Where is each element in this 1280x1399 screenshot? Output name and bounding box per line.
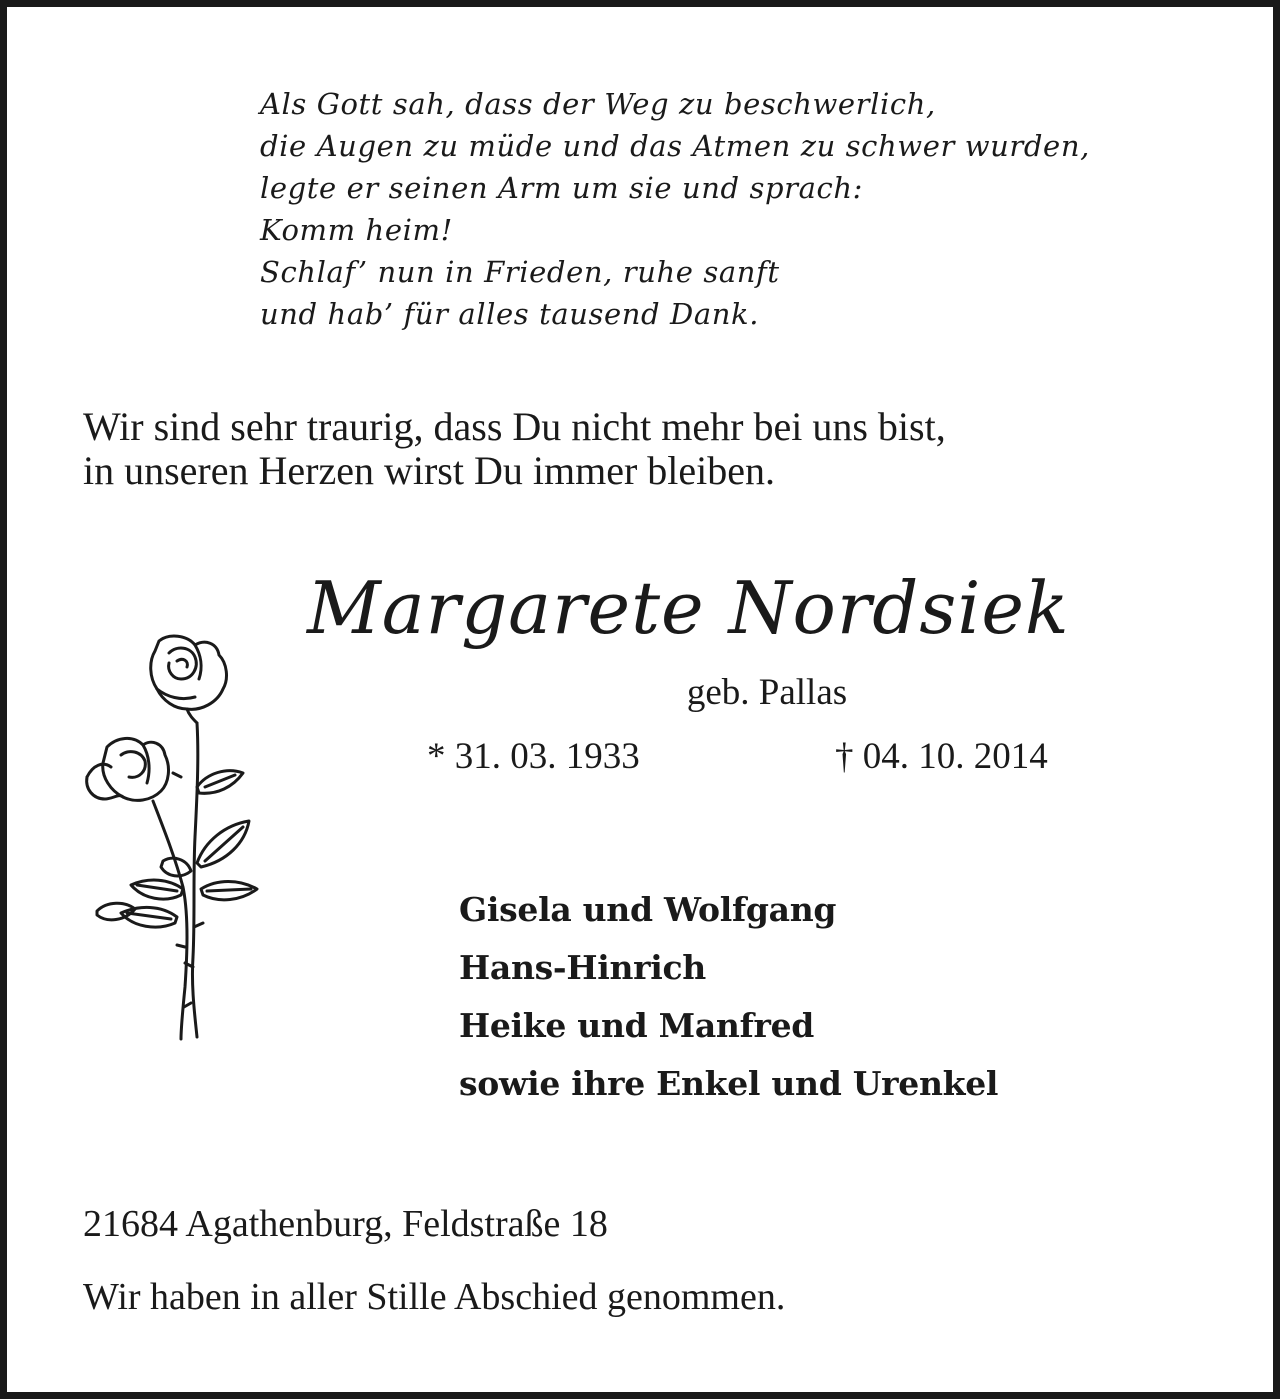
closing-text: Wir haben in aller Stille Abschied genommen. (83, 1276, 786, 1318)
intro-line: Wir sind sehr traurig, dass Du nicht mehr bei uns bist, (83, 404, 946, 449)
survivors-list (459, 881, 1219, 1113)
poem-line: die Augen zu müde und das Atmen zu schwer wurden, (260, 129, 1090, 163)
poem-line: Komm heim! (260, 213, 453, 247)
survivor-entry: Hans-Hinrich (459, 948, 706, 987)
maiden-name: geb. Pallas (686, 672, 848, 713)
poem-line: und hab’ für alles tausend Dank. (260, 297, 760, 331)
address: 21684 Agathenburg, Feldstraße 18 (83, 1203, 608, 1245)
survivor-entry: sowie ihre Enkel und Urenkel (459, 1064, 999, 1103)
poem-line: Als Gott sah, dass der Weg zu beschwerlich, (260, 87, 936, 121)
birth-date: * 31. 03. 1933 (427, 736, 640, 777)
poem-line: Schlaf’ nun in Frieden, ruhe sanft (260, 255, 780, 289)
survivor-entry: Heike und Manfred (459, 1006, 815, 1045)
poem (260, 83, 1250, 335)
intro-text (83, 405, 1223, 493)
rose-icon (77, 627, 277, 1047)
intro-line: in unseren Herzen wirst Du immer bleiben. (83, 448, 776, 493)
survivor-entry: Gisela und Wolfgang (459, 890, 837, 929)
death-date: † 04. 10. 2014 (835, 736, 1048, 777)
deceased-name: Margarete Nordsiek (307, 566, 1070, 650)
poem-line: legte er seinen Arm um sie und sprach: (260, 171, 864, 205)
